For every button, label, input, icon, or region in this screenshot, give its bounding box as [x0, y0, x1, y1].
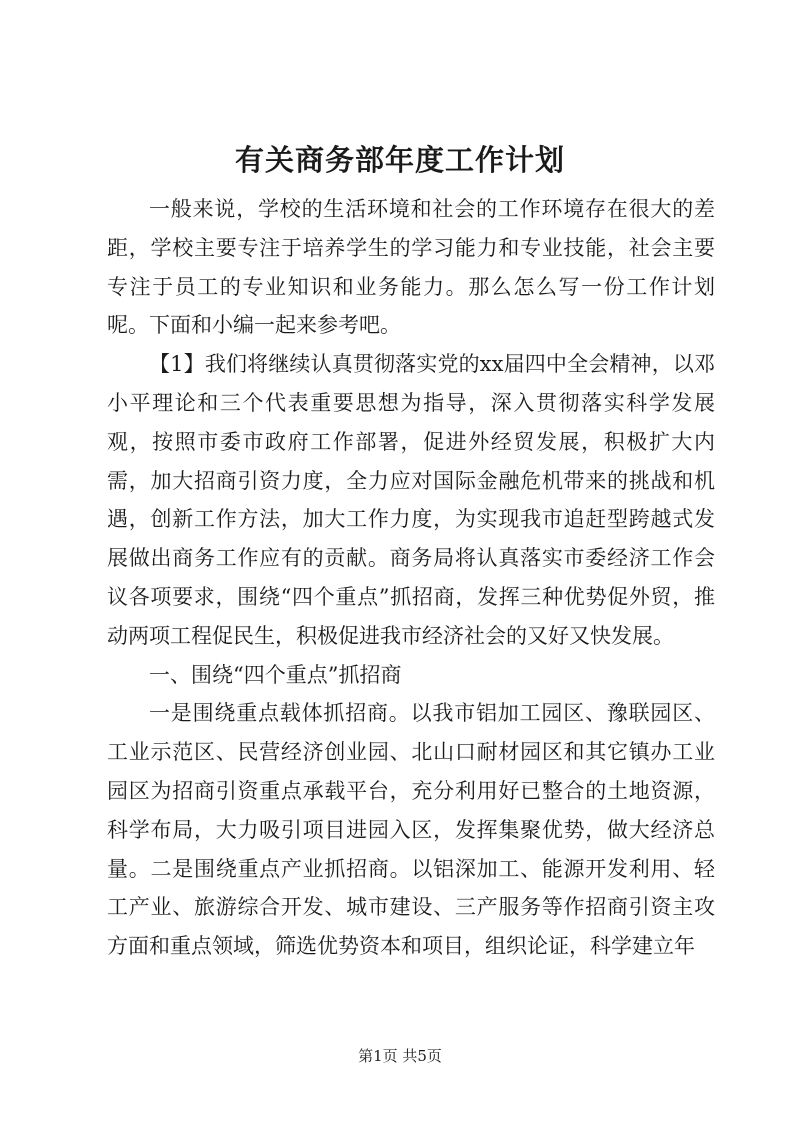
section-one-content: 一是围绕重点载体抓招商。以我市铝加工园区、豫联园区、工业示范区、民营经济创业园、北山口耐材园区和其它镇办工业园区为招商引资重点承载平台，充分利用好已整合的土地资源，科学布局，大力吸引项目进园入区，发挥集聚优势，做大经济总量。二是围绕重点产业抓招商。以铝深加工、能源开发利用、轻工产业、旅游综合开发、城市建设、三产服务等作招商引资主攻方面和重点领域，筛选优势资本和项目，组织论证，科学建立年: [107, 701, 715, 959]
page-footer: 第1页 共5页: [358, 1047, 442, 1065]
intro-paragraph: 一般来说，学校的生活环境和社会的工作环境存在很大的差距，学校主要专注于培养学生的学习能力和专业技能，社会主要专注于员工的专业知识和业务能力。那么怎么写一份工作计划呢。下面和小编一起来参考吧。: [107, 197, 715, 338]
heading-section-one: 一、围绕“四个重点”抓招商: [149, 662, 402, 687]
document-title: 有关商务部年度工作计划: [234, 143, 565, 177]
document-body: [107, 190, 715, 966]
section-1-paragraph: 【1】我们将继续认真贯彻落实党的xx届四中全会精神，以邓小平理论和三个代表重要思想为指导，深入贯彻落实科学发展观，按照市委市政府工作部署，促进外经贸发展，积极扩大内需，加大招商引资力度，全力应对国际金融危机带来的挑战和机遇，创新工作方法，加大工作力度，为实现我市追赶型跨越式发展做出商务工作应有的贡献。商务局将认真落实市委经济工作会议各项要求，围绕“四个重点”抓招商，发挥三种优势促外贸，推动两项工程促民生，积极促进我市经济社会的又好又快发展。: [107, 352, 715, 648]
